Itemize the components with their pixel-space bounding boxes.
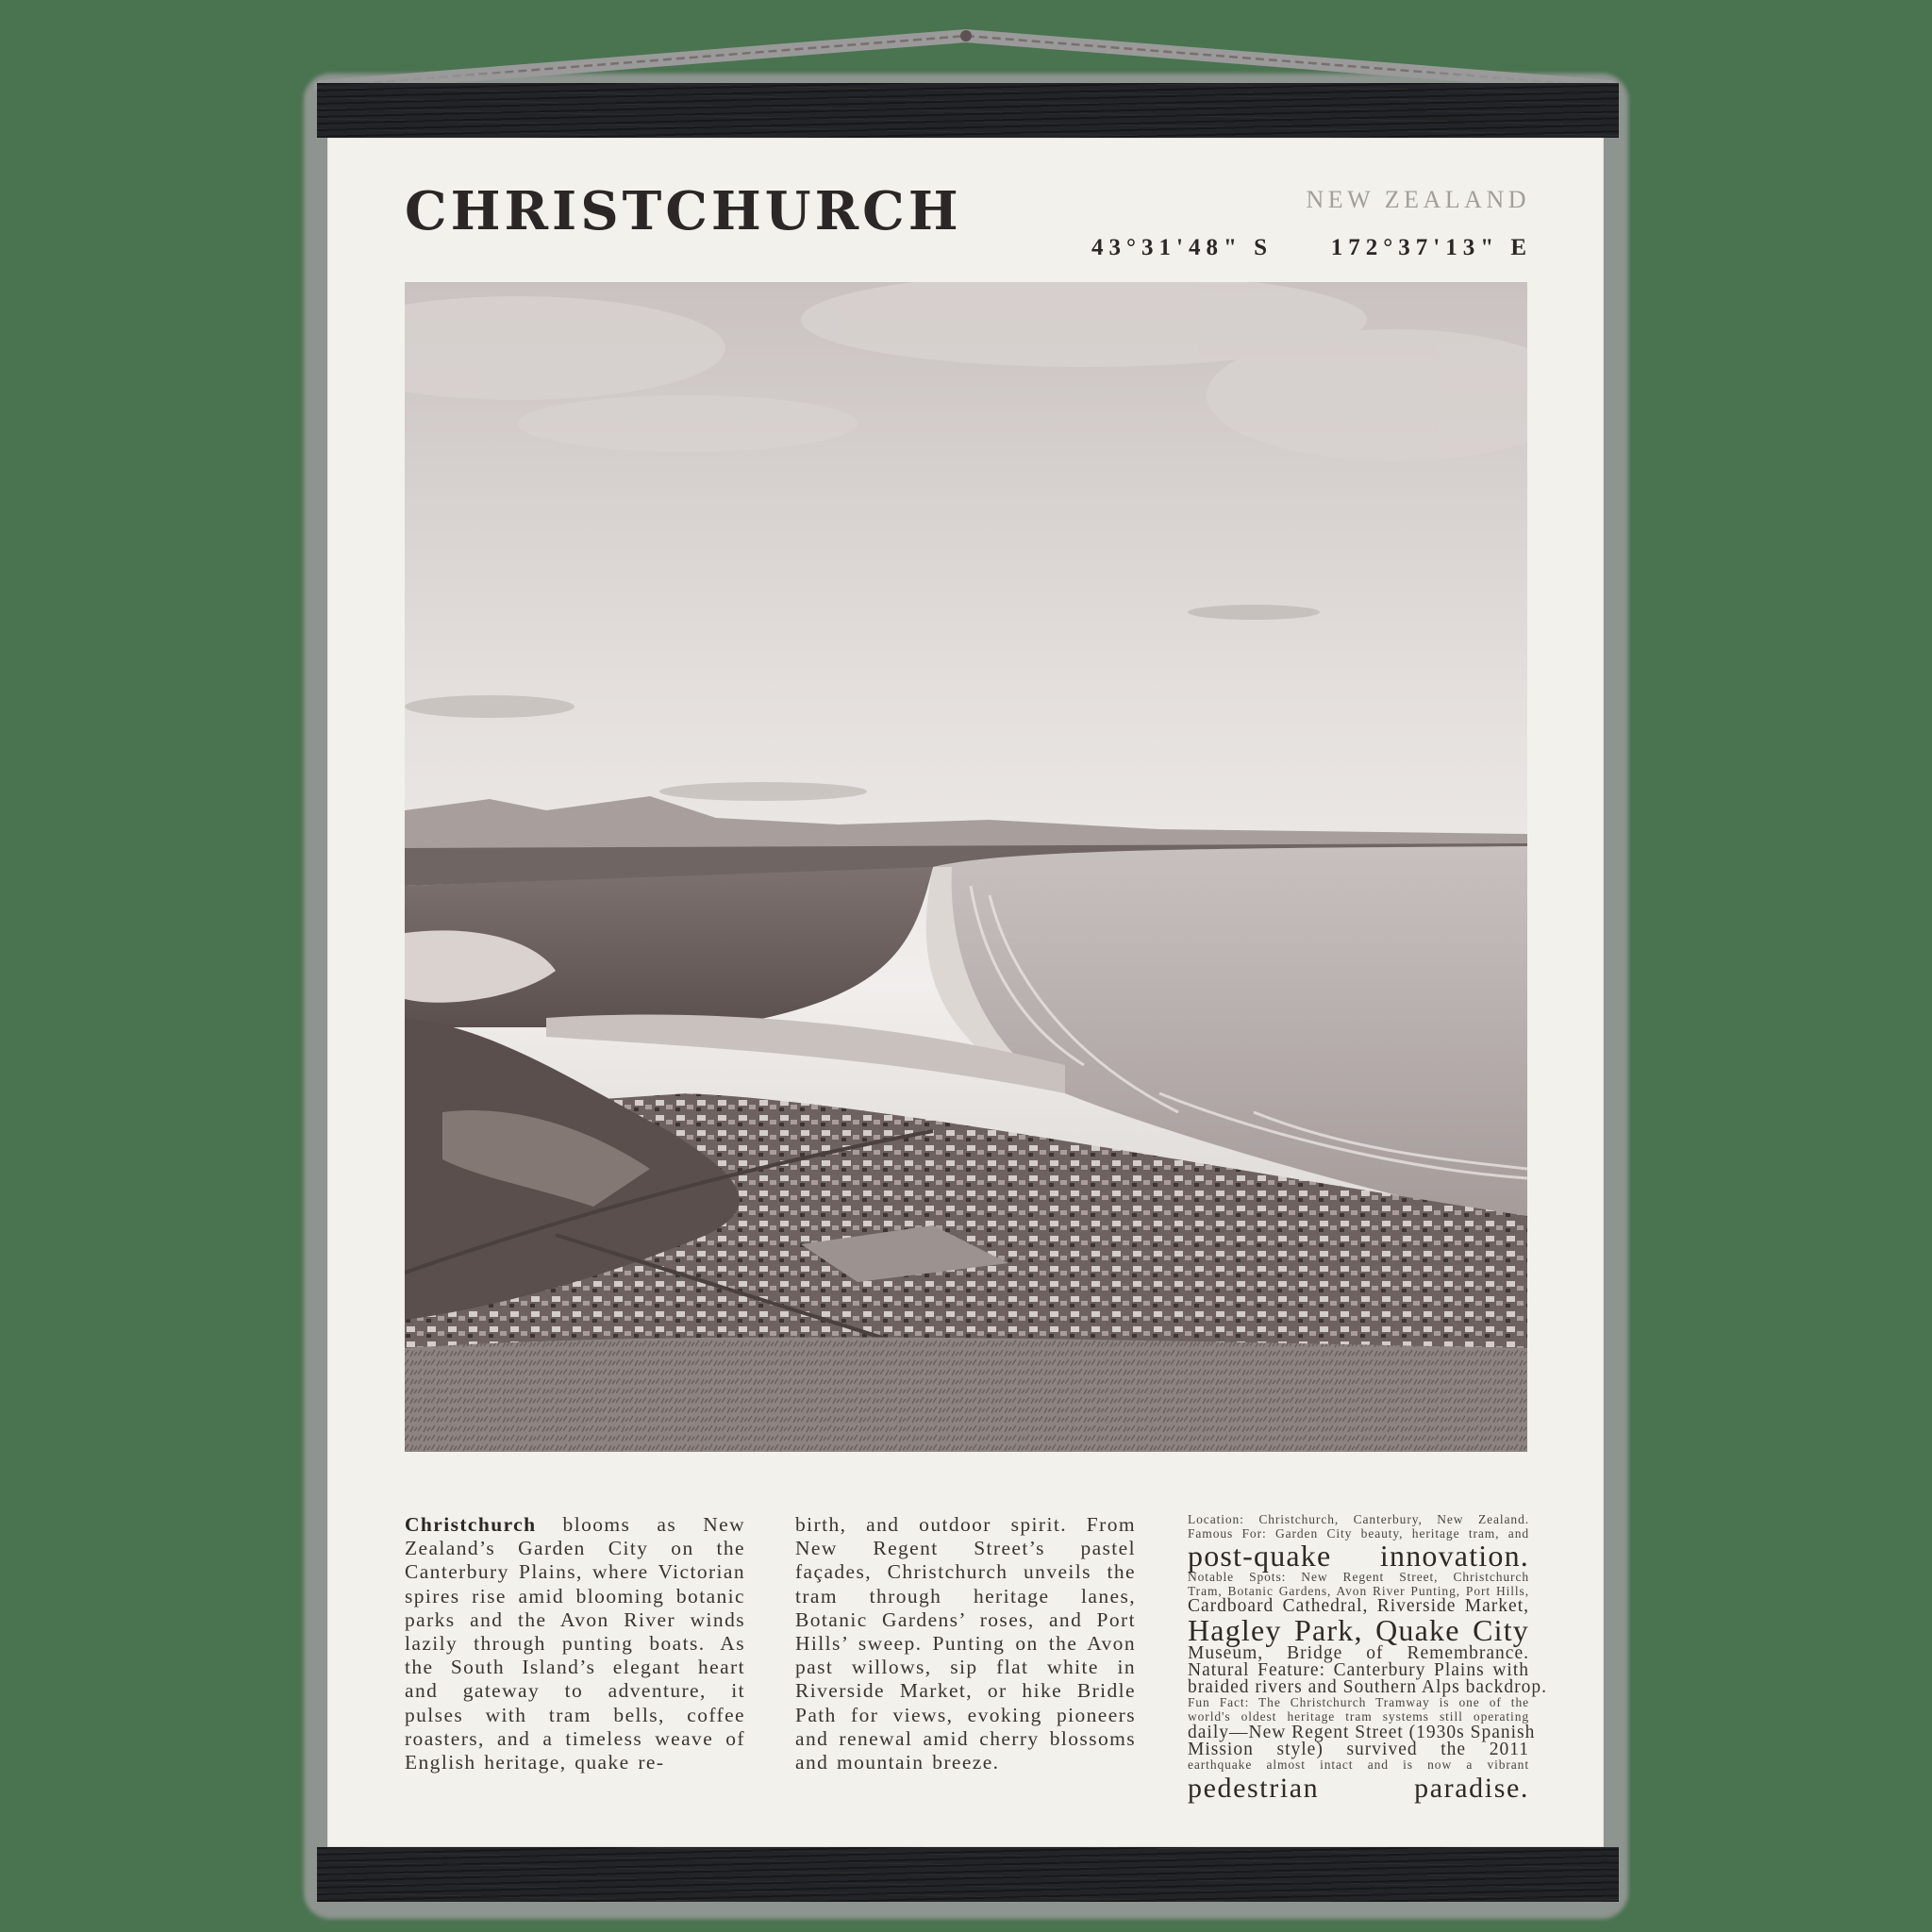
description-column-2: birth, and outdoor spirit. From New Regent Street’s pastel façades, Christchurch unveils the tram through heritage lanes, Botanic Gardens’ roses, and Port Hills’ sweep. Punting on the Avon past willows, sip flat white in Riverside Market, or hike Bridle Path for views, evoking pioneers and renewal amid cherry blossoms and mountain breeze. [795,1513,1136,1774]
fact-line: Tram, Botanic Gardens, Avon River Punting, Port Hills, [1188,1583,1529,1598]
top-hanger-rail [317,83,1619,138]
fact-line: Fun Fact: The Christchurch Tramway is one of the [1188,1695,1529,1710]
fact-line: Location: Christchurch, Canterbury, New Zealand. [1188,1512,1529,1526]
fact-line: pedestrian paradise. [1188,1773,1529,1805]
longitude-label: 172°37'13" E [1330,235,1532,260]
description-column-1 [405,1513,745,1774]
description-text-1: blooms as New Zealand’s Garden City on the Canterbury Plains, where Victorian spires rise amid blooming botanic parks and the Avon River winds lazily through punting boats. As the South Island’s elegant heart and gateway to adventure, it pulses with tram bells, coffee roasters, and a timeless weave of English heritage, quake re- [405,1513,745,1774]
fact-line: Cardboard Cathedral, Riverside Market, [1188,1596,1529,1617]
fact-line: Natural Feature: Canterbury Plains with [1188,1660,1529,1681]
city-photo [405,282,1527,1452]
fact-line: Mission style) survived the 2011 [1188,1739,1529,1759]
fact-line: post-quake innovation. [1188,1539,1529,1574]
coastal-landscape-image [405,282,1527,1452]
fact-line: world's oldest heritage tram systems still operating [1188,1708,1529,1724]
poster-title: CHRISTCHURCH [405,180,962,242]
fact-line: Museum, Bridge of Remembrance. [1188,1643,1529,1664]
latitude-label: 43°31'48" S [1091,235,1273,260]
fact-line: braided rivers and Southern Alps backdrop. [1188,1677,1548,1698]
fact-line: Famous For: Garden City beauty, heritage tram, and [1188,1525,1529,1541]
bottom-hanger-rail [317,1847,1619,1902]
facts-block [1188,1512,1548,1806]
fact-line: Notable Spots: New Regent Street, Christchurch [1188,1570,1529,1585]
fact-line: Hagley Park, Quake City [1188,1613,1529,1648]
fact-line: earthquake almost intact and is now a vibrant [1188,1757,1529,1772]
description-lead: Christchurch [405,1513,537,1536]
fact-line: daily—New Regent Street (1930s Spanish [1188,1722,1536,1742]
country-label: NEW ZEALAND [1306,186,1530,213]
